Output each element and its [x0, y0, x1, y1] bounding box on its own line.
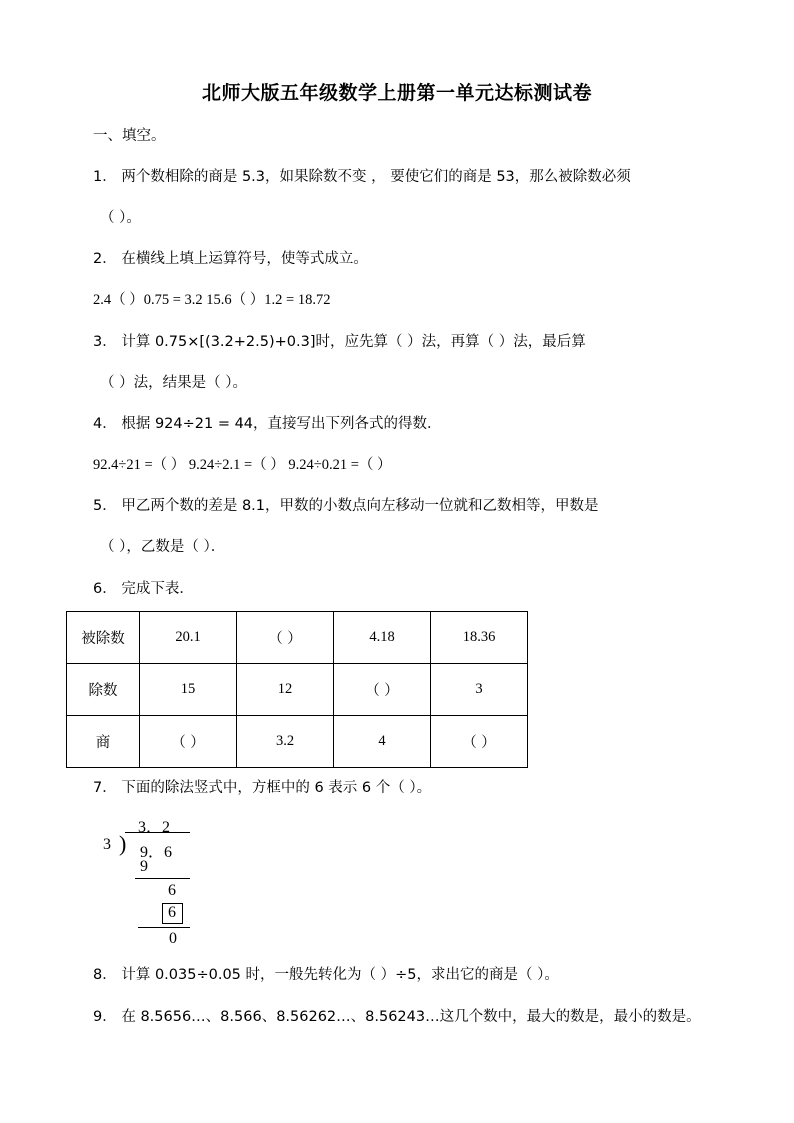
question-4-text: 4． 根据 924÷21 = 44，直接写出下列各式的得数．: [93, 416, 442, 432]
division-dividend: 9．6: [140, 844, 173, 861]
table-cell: 15: [140, 664, 237, 716]
section-heading: 一、填空。: [93, 128, 166, 144]
table-row: [67, 664, 528, 716]
division-step-3: 6: [168, 904, 176, 921]
table-cell: 商: [67, 716, 140, 768]
long-division: [100, 812, 210, 952]
table-cell: 被除数: [67, 612, 140, 664]
table-cell: （ ）: [334, 664, 431, 716]
question-5-text: 5． 甲乙两个数的差是 8.1，甲数的小数点向左移动一位就和乙数相等，甲数是: [93, 498, 599, 514]
table-cell: 4.18: [334, 612, 431, 664]
question-5-blank-line: （ ），乙数是（ ）．: [100, 539, 226, 555]
division-line-2: [138, 927, 190, 928]
division-quotient: 3．2: [138, 819, 171, 836]
division-line-1: [135, 878, 190, 879]
division-step-2: 6: [168, 882, 176, 899]
question-9-text: 9． 在 8.5656…、8.566、8.56262…、8.56243…这几个数中，最大的数是，最小的数是。: [93, 1009, 701, 1025]
question-2-text: 2． 在横线上填上运算符号，使等式成立。: [93, 251, 368, 267]
table-row: [67, 612, 528, 664]
table-cell: 18.36: [431, 612, 528, 664]
question-2-equations: 2.4（ ）0.75 = 3.2 15.6（ ）1.2 = 18.72: [93, 292, 331, 308]
question-4-expressions: 92.4÷21 =（ ） 9.24÷2.1 =（ ） 9.24÷0.21 =（ ）: [93, 457, 392, 473]
question-3-text: 3． 计算 0.75×[(3.2+2.5)+0.3]时，应先算（ ）法，再算（ ）法，最后算: [93, 334, 586, 350]
table-cell: （ ）: [431, 716, 528, 768]
table-cell: （ ）: [237, 612, 334, 664]
table-cell: 3: [431, 664, 528, 716]
table-cell: 3.2: [237, 716, 334, 768]
division-remainder: 0: [169, 930, 177, 947]
division-bar: [125, 832, 190, 833]
question-1-blank-line: （ ）。: [100, 210, 141, 226]
division-table: [66, 611, 528, 768]
table-cell: 12: [237, 664, 334, 716]
question-7-text: 7． 下面的除法竖式中，方框中的 6 表示 6 个（ ）。: [93, 780, 432, 796]
table-cell: 4: [334, 716, 431, 768]
table-cell: （ ）: [140, 716, 237, 768]
question-1-text: 1． 两个数相除的商是 5.3，如果除数不变 ， 要使它们的商是 53，那么被除数必须: [93, 169, 631, 185]
question-8-text: 8． 计算 0.035÷0.05 时，一般先转化为（ ）÷5，求出它的商是（ ）。: [93, 967, 559, 983]
table-row: [67, 716, 528, 768]
question-3-blank-line: （ ）法，结果是（ ）。: [100, 375, 247, 391]
table-cell: 除数: [67, 664, 140, 716]
division-bracket: ): [119, 831, 127, 856]
page-title: 北师大版五年级数学上册第一单元达标测试卷: [201, 82, 592, 104]
table-cell: 20.1: [140, 612, 237, 664]
division-step-1: 9: [140, 858, 148, 875]
division-divisor: 3: [103, 836, 111, 853]
question-6-text: 6． 完成下表．: [93, 581, 194, 597]
